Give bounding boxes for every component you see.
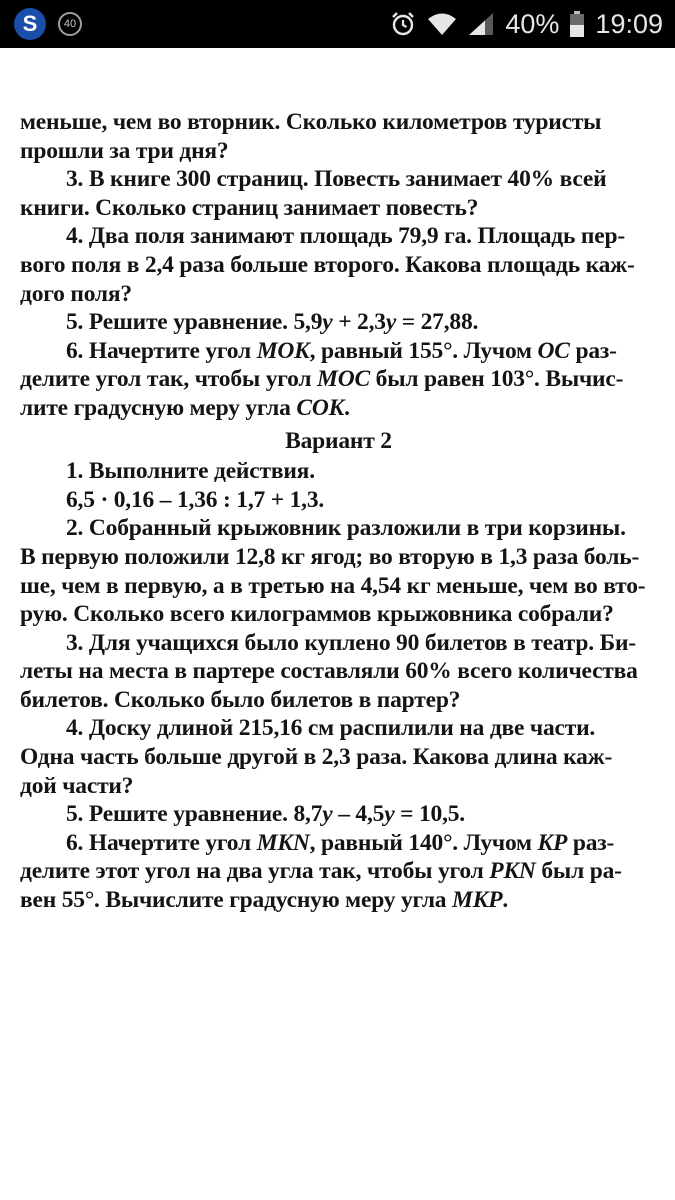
text-span: 5. Решите уравнение.: [66, 801, 294, 828]
v2-problem-2: [20, 514, 657, 628]
text-span: раз-: [569, 337, 617, 364]
text-line: прошли за три дня?: [20, 137, 229, 164]
text-line: меньше, чем во вторник. Сколько километров туристы: [20, 109, 602, 135]
equation-variable: y: [385, 309, 397, 336]
text-line: [20, 857, 657, 886]
problem-5: [20, 308, 657, 337]
text-line: леты на места в партере составляли 60% всего количества: [20, 658, 638, 685]
text-span: раз-: [567, 829, 615, 856]
text-span: был ра-: [535, 858, 622, 885]
text-line: [20, 829, 657, 858]
v2-problem-3: [20, 629, 657, 715]
clock-time: 19:09: [595, 8, 663, 39]
problem-4: [20, 222, 657, 308]
problem-3: [20, 165, 657, 222]
angle-name: MOC: [317, 366, 370, 393]
text-span: .: [344, 394, 350, 421]
text-span: .: [502, 887, 509, 914]
text-line: книги. Сколько страниц занимает повесть?: [20, 194, 479, 221]
text-line: 3. В книге 300 страниц. Повесть занимает 40% всей: [66, 166, 607, 193]
text-span: вен 55°. Вычислите градусную меру угла: [20, 887, 453, 914]
text-span: 6. Начертите угол: [66, 829, 257, 856]
text-line: [20, 337, 657, 366]
text-line: 4. Доску длиной 215,16 см распилили на две части.: [66, 715, 596, 742]
angle-name: MKN: [256, 829, 310, 856]
notification-count-badge: 40: [58, 12, 82, 36]
angle-name: PKN: [489, 858, 536, 885]
text-line: вого поля в 2,4 раза больше второго. Какова площадь каж-: [20, 251, 635, 278]
text-span: , равный 140°. Лучом: [309, 829, 538, 856]
v2-problem-6: [20, 829, 657, 915]
equation-part: – 4,5: [332, 801, 385, 828]
angle-name: MKP: [452, 887, 503, 914]
text-span: лите градусную меру угла: [20, 394, 297, 421]
alarm-clock-icon: [389, 10, 417, 38]
signal-strength-icon: [467, 11, 495, 37]
equation-part: = 10,5.: [394, 801, 465, 828]
text-line: дой части?: [20, 772, 134, 799]
problem-6: [20, 337, 657, 423]
status-bar: [0, 0, 675, 48]
expression-line: 6,5 · 0,16 – 1,36 : 1,7 + 1,3.: [66, 486, 325, 513]
text-line: [20, 886, 657, 915]
text-line: рую. Сколько всего килограммов крыжовника собрали?: [20, 601, 614, 628]
equation-variable: y: [384, 801, 395, 828]
text-line: В первую положили 12,8 кг ягод; во вторую в 1,3 раза боль-: [20, 543, 640, 570]
text-span: был равен 103°. Вычис-: [370, 366, 624, 393]
text-span: 6. Начертите угол: [66, 337, 257, 364]
battery-percent: 40%: [505, 8, 560, 39]
equation-part: = 27,88.: [396, 309, 479, 336]
equation-part: 8,7: [293, 801, 323, 828]
text-line: 3. Для учащихся было куплено 90 билетов в театр. Би-: [66, 629, 636, 656]
app-notification-icon[interactable]: S: [14, 8, 46, 40]
text-line: Одна часть больше другой в 2,3 раза. Какова длина каж-: [20, 744, 613, 771]
equation-variable: y: [322, 801, 333, 828]
paragraph-intro: [20, 108, 657, 165]
text-line: 1. Выполните действия.: [66, 458, 315, 485]
text-line: 2. Собранный крыжовник разложили в три корзины.: [66, 515, 626, 542]
text-span: делите угол так, чтобы угол: [20, 366, 318, 393]
v2-problem-4: [20, 714, 657, 800]
text-line: билетов. Сколько было билетов в партер?: [20, 686, 461, 713]
v2-problem-5: [20, 800, 657, 829]
text-span: , равный 155°. Лучом: [309, 337, 538, 364]
ray-name: OC: [537, 337, 570, 364]
v2-problem-1: [20, 457, 657, 514]
equation-part: 5,9: [293, 309, 323, 336]
text-line: [20, 365, 657, 394]
text-line: [20, 394, 657, 423]
text-line: 4. Два поля занимают площадь 79,9 га. Площадь пер-: [66, 223, 625, 250]
variant-heading: Вариант 2: [285, 427, 392, 454]
angle-name: COK: [296, 394, 345, 421]
battery-icon: [569, 10, 585, 38]
equation-part: + 2,3: [332, 309, 386, 336]
wifi-icon: [427, 11, 457, 37]
top-margin: [0, 48, 675, 108]
angle-name: MOK: [256, 337, 310, 364]
text-line: дого поля?: [20, 280, 132, 307]
ray-name: KP: [537, 829, 568, 856]
document-page: [0, 108, 675, 915]
text-span: делите этот угол на два угла так, чтобы угол: [20, 858, 490, 885]
text-line: ше, чем в первую, а в третью на 4,54 кг меньше, чем во вто-: [20, 572, 646, 599]
equation-variable: y: [322, 309, 333, 336]
text-span: 5. Решите уравнение.: [66, 309, 294, 336]
